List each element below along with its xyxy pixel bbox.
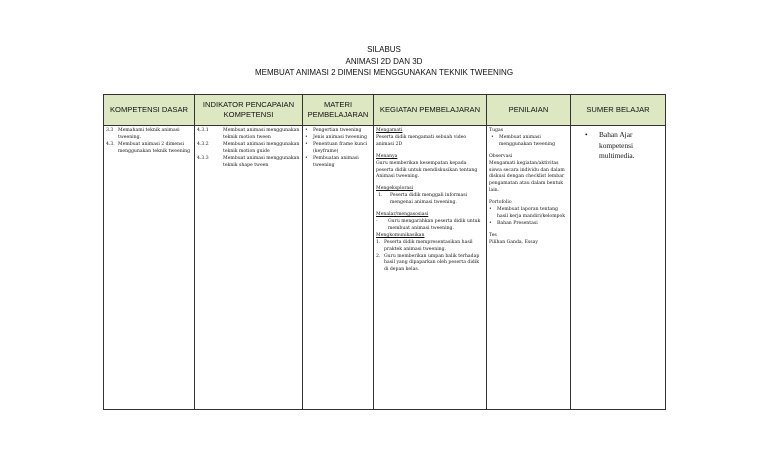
- ipk-item: 4.3.3 Membuat animasi menggunakan teknik shape tween: [197, 155, 300, 168]
- bullet-icon: •: [305, 155, 308, 161]
- penilaian-tugas-title: Tugas: [489, 128, 504, 133]
- header-penilaian: PENILAIAN: [487, 95, 571, 126]
- list-item: • Jenis animasi tweening: [305, 134, 367, 140]
- document-title-block: [0, 44, 768, 79]
- ipk-item: 4.3.2 Membuat animasi menggunakan teknik motion guide: [197, 141, 300, 154]
- cell-penilaian: [487, 126, 571, 410]
- list-item: • Bahan Presentasi: [489, 220, 538, 226]
- syllabus-table: [103, 94, 666, 410]
- penilaian-tes-text: Pilihan Ganda, Essay: [489, 239, 538, 245]
- title-silabus: SILABUS: [367, 45, 401, 54]
- list-item: • Pengertian tweening: [305, 128, 362, 133]
- ipk-item: 4.3.1 Membuat animasi menggunakan teknik motion tween: [197, 128, 300, 140]
- bullet-icon: •: [305, 141, 308, 147]
- materi-list: [305, 128, 371, 169]
- kegiatan-menanya-title: Menanya: [376, 153, 398, 159]
- kegiatan-komunikasi-title: Mengkomunikasikan: [376, 232, 425, 238]
- header-materi: MATERI PEMBELAJARAN: [303, 95, 374, 126]
- list-item: • Penentuan frame kunci (keyframe): [305, 141, 368, 154]
- header-sumber-belajar: SUMER BELAJAR: [571, 95, 666, 126]
- penilaian-observasi-text: Mengamati kegiatan/aktivitas siswa secara individu dan dalam diskusi dengan checklist lembar pengamatan atau dalam bentuk lain.: [489, 160, 565, 194]
- list-item: • Bahan Ajar kompetensi multimedia.: [585, 130, 635, 160]
- kd-item: 4.3. Membuat animasi 2 dimensi menggunakan teknik tweening: [106, 141, 191, 154]
- kd-item: 3.3 Memahami teknik animasi tweening.: [106, 128, 180, 140]
- list-item: 1. Peserta didik menggali informasi mengenai animasi tweening.: [378, 193, 468, 206]
- kegiatan-eksplorasi-title: Mengeksplorasi: [376, 186, 414, 192]
- kegiatan-asosiasi-title: Menalar/mengasosiasi: [376, 212, 429, 218]
- title-topic: MEMBUAT ANIMASI 2 DIMENSI MENGGUNAKAN TEKNIK TWEENING: [254, 68, 514, 77]
- kegiatan-menanya-text: Guru memberikan kesempatan kepada peserta didik untuk mendiskusikan tentang Animasi tweening.: [376, 160, 478, 180]
- list-item: • Membuat laporan tentang hasil kerja mandiri/kelompok: [489, 207, 566, 219]
- title-subject: ANIMASI 2D DAN 3D: [345, 56, 423, 66]
- penilaian-observasi-title: Observasi: [489, 153, 513, 159]
- kegiatan-mengamati-text: Peserta didik mengamati sebuah video animasi 2D: [376, 134, 467, 147]
- cell-indikator: [195, 126, 303, 410]
- cell-sumber-belajar: [571, 126, 666, 410]
- kegiatan-mengamati-title: Mengamati: [376, 128, 403, 133]
- list-item: 1. Peserta didik mempresentasikan hasil praktek animasi tweening.: [376, 239, 473, 252]
- bullet-icon: •: [489, 220, 492, 226]
- header-indikator: INDIKATOR PENCAPAIAN KOMPETENSI: [195, 95, 303, 126]
- cell-kegiatan: [374, 126, 487, 410]
- penilaian-tes-title: Tes: [489, 232, 497, 238]
- bullet-icon: •: [489, 207, 492, 213]
- bullet-icon: •: [585, 130, 588, 139]
- header-kompetensi-dasar: KOMPETENSI DASAR: [104, 95, 195, 126]
- penilaian-portofolio-title: Portofolio: [489, 200, 512, 206]
- bullet-icon: •: [305, 134, 308, 140]
- bullet-icon: •: [305, 128, 308, 133]
- list-item: - Guru mengarahkan peserta didik untuk membuat animasi tweening.: [376, 218, 481, 231]
- table-header-row: [104, 95, 666, 126]
- cell-materi: [303, 126, 374, 410]
- list-item: 2. Guru memberikan umpan balik terhadap hasil yang dipaparkan oleh peserta didik di depan kelas.: [376, 253, 480, 273]
- list-item: • Pembuatan animasi tweening: [305, 155, 359, 168]
- header-kegiatan: KEGIATAN PEMBELAJARAN: [374, 95, 487, 126]
- bullet-icon: •: [491, 134, 494, 140]
- cell-kompetensi-dasar: [104, 126, 195, 410]
- table-row: [104, 126, 666, 410]
- list-item: • Membuat animasi menggunakan tweening: [491, 134, 556, 147]
